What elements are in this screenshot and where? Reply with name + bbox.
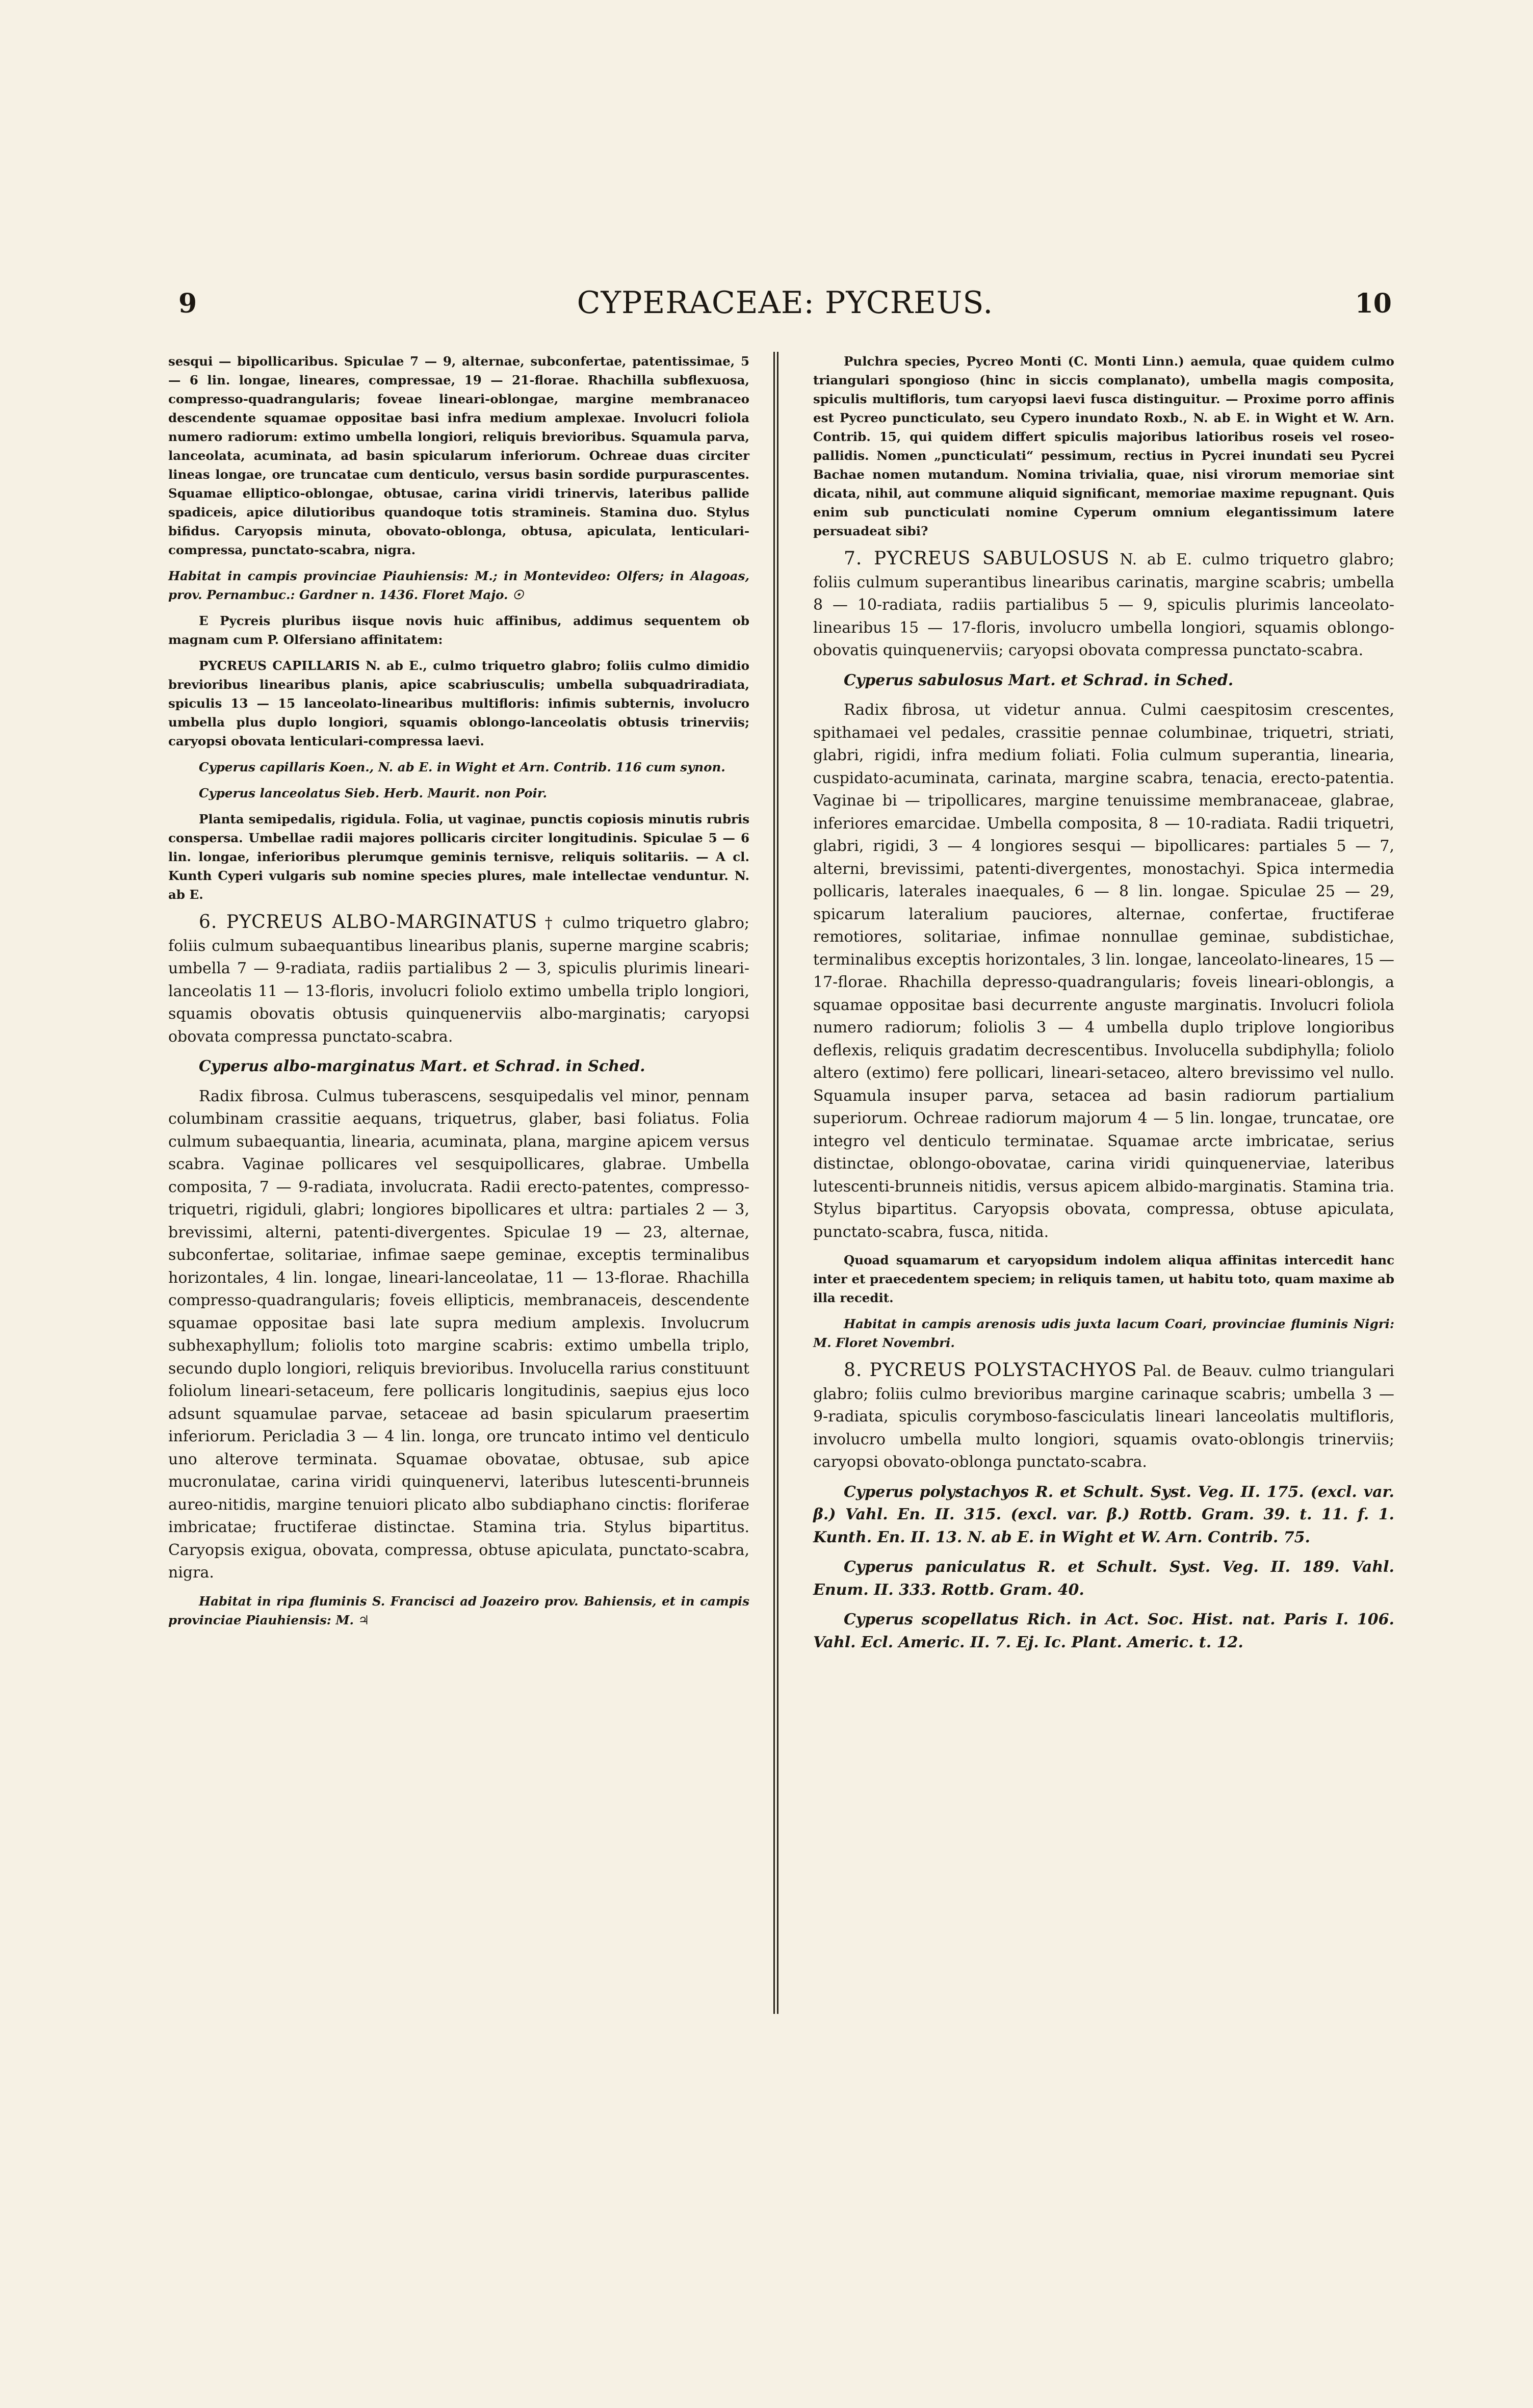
citation-paragraph: Cyperus scopellatus Rich. in Act. Soc. Hist. nat. Paris I. 106. Vahl. Ecl. Americ. II. 7. Ej. Ic. Plant. Americ. t. 12. <box>813 1611 1394 1651</box>
species-title: 8. PYCREUS POLYSTACHYOS <box>844 1360 1137 1381</box>
text-paragraph: Pulchra species, Pycreo Monti (C. Monti Linn.) aemula, quae quidem culmo triangulari spongioso (hinc in siccis complanato), umbella magis composita, spiculis multifloris, tum caryopsi laevi fusca distinguitur. — Proxime porro affinis est Pycreo puncticulato, seu Cypero inundato Roxb., N. ab E. in Wight et W. Arn. Contrib. 15, qui quidem differt spiculis majoribus latioribus roseis vel roseo-pallidis. Nomen „puncticulati“ pessimum, rectius in Pycrei inundati seu Pycrei Bachae nomen mutandum. Nomina trivialia, quae, nisi virorum memoriae sint dicata, nihil, aut commune aliquid significant, memoriae maxime repugnant. Quis enim sub puncticulati nomine Cyperum omnium elegantissimum latere persuadeat sibi? <box>813 354 1394 538</box>
species-heading <box>813 1359 1394 1474</box>
species-heading <box>168 911 749 1048</box>
column-divider <box>773 352 778 2014</box>
citation-paragraph: Habitat in ripa fluminis S. Francisci ad Joazeiro prov. Bahiensis, et in campis provinciae Piauhiensis: M. ♃ <box>168 1593 749 1627</box>
species-diagnosis: Pal. de Beauv. culmo triangulari glabro; foliis culmo brevioribus margine carinaque scabris; umbella 3 — 9-radiata, spiculis corymboso-fasciculatis lineari lanceolatis multifloris, involucro umbella multo longiori, squamis ovato-oblongis trinerviis; caryopsi obovato-oblonga punctato-scabra. <box>813 1362 1394 1471</box>
right-column <box>813 352 1394 1661</box>
citation-paragraph: Habitat in campis arenosis udis juxta lacum Coari, provinciae fluminis Nigri: M. Floret Novembri. <box>813 1316 1394 1350</box>
text-paragraph: PYCREUS CAPILLARIS N. ab E., culmo triquetro glabro; foliis culmo dimidio brevioribus linearibus planis, apice scabriusculis; umbella subquadriradiata, spiculis 13 — 15 lanceolato-linearibus multifloris: infimis subternis, involucro umbella plus duplo longiori, squamis oblongo-lanceolatis obtusis trinerviis; caryopsi obovata lenticulari-compressa laevi. <box>168 658 749 748</box>
left-column <box>168 352 749 1637</box>
species-diagnosis: N. ab E. culmo triquetro glabro; foliis culmum superantibus linearibus carinatis, margine scabris; umbella 8 — 10-radiata, radiis partialibus 5 — 9, spiculis plurimis lanceolato-linearibus 15 — 17-floris, involucro umbella longiori, squamis oblongo-obovatis quinquenerviis; caryopsi obovata compressa punctato-scabra. <box>813 551 1395 659</box>
species-diagnosis: † culmo triquetro glabro; foliis culmum subaequantibus linearibus planis, superne margine scabris; umbella 7 — 9-radiata, radiis partialibus 2 — 3, spiculis plurimis lineari-lanceolatis 11 — 13-floris, involucri foliolo extimo umbella triplo longiori, squamis obovatis obtusis quinquenerviis albo-marginatis; caryopsi obovata compressa punctato-scabra. <box>168 914 750 1046</box>
species-title: 7. PYCREUS SABULOSUS <box>844 548 1110 569</box>
text-paragraph: Planta semipedalis, rigidula. Folia, ut vaginae, punctis copiosis minutis rubris conspersa. Umbellae radii majores pollicaris circiter longitudinis. Spiculae 5 — 6 lin. longae, inferioribus plerumque geminis ternisve, reliquis solitariis. — A cl. Kunth Cyperi vulgaris sub nomine species plures, male intellectae venduntur. N. ab E. <box>168 812 749 902</box>
page-header <box>168 285 1402 339</box>
text-paragraph: E Pycreis pluribus iisque novis huic affinibus, addimus sequentem ob magnam cum P. Olfersiano affinitatem: <box>168 613 749 647</box>
citation-paragraph: Habitat in campis provinciae Piauhiensis: M.; in Montevideo: Olfers; in Alagoas, prov. Pernambuc.: Gardner n. 1436. Floret Majo. ☉ <box>168 568 749 602</box>
citation-paragraph: Cyperus paniculatus R. et Schult. Syst. Veg. II. 189. Vahl. Enum. II. 333. Rottb. Gram. 40. <box>813 1558 1394 1599</box>
citation-paragraph: Cyperus sabulosus Mart. et Schrad. in Sched. <box>844 671 1234 689</box>
citation-paragraph: Cyperus lanceolatus Sieb. Herb. Maurit. non Poir. <box>199 786 548 800</box>
species-heading <box>813 548 1394 662</box>
text-paragraph: Radix fibrosa, ut videtur annua. Culmi caespitosim crescentes, spithamaei vel pedales, crassitie pennae columbinae, triquetri, striati, glabri, rigidi, infra medium foliati. Folia culmum superantia, linearia, cuspidato-acuminata, carinata, margine scabra, tenacia, erecto-patentia. Vaginae bi — tripollicares, margine tenuissime membranaceae, glabrae, inferiores emarcidae. Umbella composita, 8 — 10-radiata. Radii triquetri, glabri, rigidi, 3 — 4 longiores sesqui — bipollicares: partiales 5 — 7, alterni, brevissimi, patenti-divergentes, monostachyi. Spica intermedia pollicaris, laterales inaequales, 6 — 8 lin. longae. Spiculae 25 — 29, spicarum lateralium pauciores, alternae, confertae, fructiferae remotiores, solitariae, infimae nonnullae geminae, subdistichae, terminalibus exceptis horizontales, 3 lin. longae, lanceolato-lineares, 15 — 17-florae. Rhachilla depresso-quadrangularis; foveis lineari-oblongis, a squamae oppositae basi decurrente anguste marginatis. Involucri foliola numero radiorum; foliolis 3 — 4 umbella duplo triplove longioribus deflexis, reliquis gradatim decrescentibus. Involucella subdiphylla; foliolo altero (extimo) fere pollicari, lineari-setaceo, altero brevissimo vel nullo. Squamula insuper parva, setacea ad basin radiorum partialium superiorum. Ochreae radiorum majorum 4 — 5 lin. longae, truncatae, ore integro vel denticulo terminatae. Squamae arcte imbricatae, serius distinctae, oblongo-obovatae, carina viridi quinquenerviae, lateribus lutescenti-brunneis nitidis, versus apicem albido-marginatis. Stamina tria. Stylus bipartitus. Caryopsis obovata, compressa, obtuse apiculata, punctato-scabra, fusca, nitida. <box>813 701 1394 1241</box>
page-number-right: 10 <box>1355 288 1392 319</box>
text-paragraph: Radix fibrosa. Culmus tuberascens, sesquipedalis vel minor, pennam columbinam crassitie aequans, triquetrus, glaber, basi foliatus. Folia culmum subaequantia, linearia, acuminata, plana, margine apicem versus scabra. Vaginae pollicares vel sesquipollicares, glabrae. Umbella composita, 7 — 9-radiata, involucrata. Radii erecto-patentes, compresso-triquetri, rigiduli, glabri; longiores bipollicares et ultra: partiales 2 — 3, brevissimi, alterni, patenti-divergentes. Spiculae 19 — 23, alternae, subconfertae, solitariae, infimae saepe geminae, exceptis terminalibus horizontales, 4 lin. longae, lineari-lanceolatae, 11 — 13-florae. Rhachilla compresso-quadrangularis; foveis ellipticis, membranaceis, descendente squamae oppositae basi late supra medium amplexis. Involucrum subhexaphyllum; foliolis toto margine scabris: extimo umbella triplo, secundo duplo longiori, reliquis brevioribus. Involucella rarius constituunt foliolum lineari-setaceum, fere pollicaris longitudinis, saepius ejus loco adsunt squamulae parvae, setaceae ad basin spicularum praesertim inferiorum. Pericladia 3 — 4 lin. longa, ore truncato intimo vel denticulo uno alterove terminata. Squamae obovatae, obtusae, sub apice mucronulatae, carina viridi quinquenervi, lateribus lutescenti-brunneis aureo-nitidis, margine tenuiori plicato albo subdiaphano cinctis: floriferae imbricatae; fructiferae distinctae. Stamina tria. Stylus bipartitus. Caryopsis exigua, obovata, compressa, obtuse apiculata, punctato-scabra, nigra. <box>168 1087 749 1582</box>
page-number-left: 9 <box>178 288 197 319</box>
text-paragraph: sesqui — bipollicaribus. Spiculae 7 — 9, alternae, subconfertae, patentissimae, 5 — 6 lin. longae, lineares, compressae, 19 — 21-florae. Rhachilla subflexuosa, compresso-quadrangularis; foveae lineari-oblongae, margine membranaceo descendente squamae oppositae basi infra medium amplexae. Involucri foliola numero radiorum: extimo umbella longiori, reliquis brevioribus. Squamula parva, lanceolata, acuminata, ad basin spicularum inferiorum. Ochreae duas circiter lineas longae, ore truncatae cum denticulo, versus basin sordide purpurascentes. Squamae elliptico-oblongae, obtusae, carina viridi trinervis, lateribus pallide spadiceis, apice dilutioribus quandoque totis stramineis. Stamina duo. Stylus bifidus. Caryopsis minuta, obovato-oblonga, obtusa, apiculata, lenticulari-compressa, punctato-scabra, nigra. <box>168 354 749 557</box>
citation-paragraph: Cyperus albo-marginatus Mart. et Schrad. in Sched. <box>199 1057 645 1075</box>
citation-paragraph: Cyperus polystachyos R. et Schult. Syst. Veg. II. 175. (excl. var. β.) Vahl. En. II. 315. (excl. var. β.) Rottb. Gram. 39. t. 11. f. 1. Kunth. En. II. 13. N. ab E. in Wight et W. Arn. Contrib. 75. <box>813 1483 1394 1546</box>
text-paragraph: Quoad squamarum et caryopsidum indolem aliqua affinitas intercedit hanc inter et praecedentem speciem; in reliquis tamen, ut habitu toto, quam maxime ab illa recedit. <box>813 1253 1394 1305</box>
citation-paragraph: Cyperus capillaris Koen., N. ab E. in Wight et Arn. Contrib. 116 cum synon. <box>199 760 725 774</box>
running-title: CYPERACEAE: PYCREUS. <box>577 285 994 321</box>
species-title: 6. PYCREUS ALBO-MARGINATUS <box>199 912 538 933</box>
